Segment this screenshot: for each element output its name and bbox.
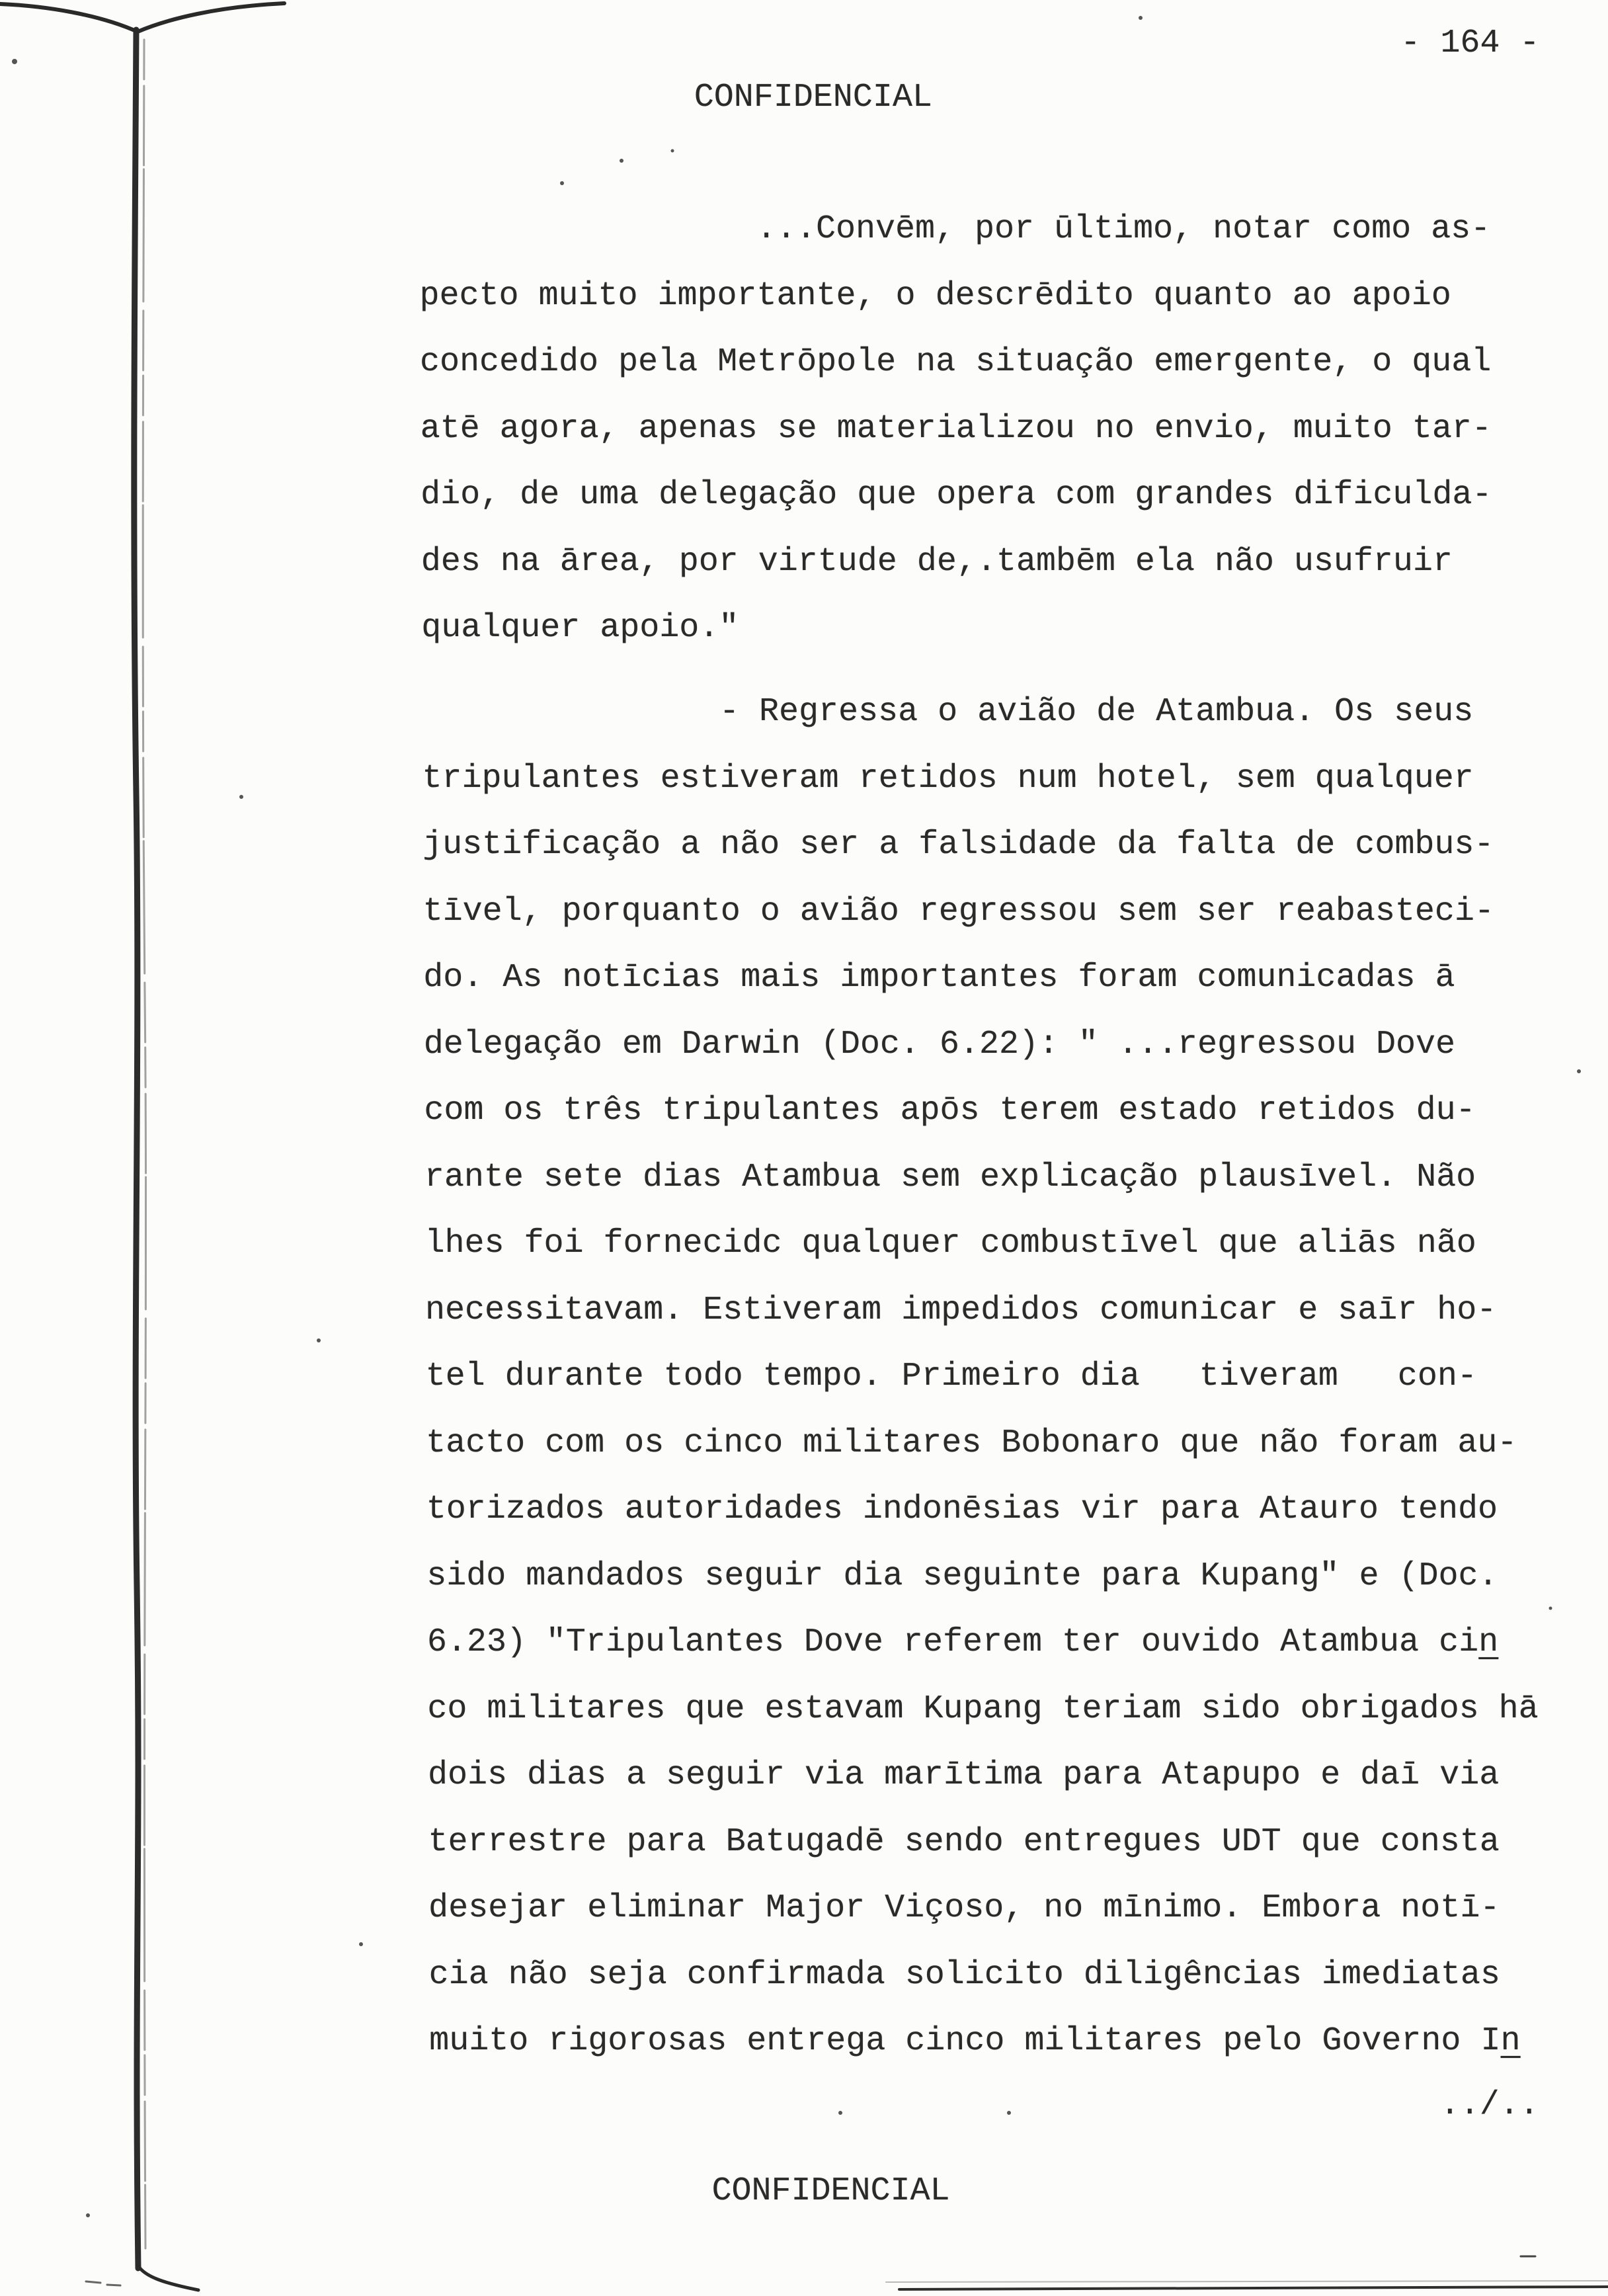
header-classification: CONFIDENCIAL bbox=[694, 79, 933, 116]
line-text: tacto com os cinco militares Bobonaro que não foram au- bbox=[426, 1424, 1517, 1462]
text-line bbox=[424, 1012, 1575, 1079]
line-text: ...Convēm, por ūltimo, notar como as- bbox=[756, 210, 1491, 248]
paragraph bbox=[422, 679, 1580, 2075]
text-line bbox=[422, 879, 1574, 946]
line-text: tel durante todo tempo. Primeiro dia tiveram con- bbox=[425, 1358, 1478, 1395]
line-text: necessitavam. Estiveram impedidos comunicar e saīr ho- bbox=[424, 1291, 1497, 1329]
line-text: do. As notīcias mais importantes foram comunicadas ā bbox=[423, 959, 1455, 997]
paragraph bbox=[419, 196, 1572, 662]
line-text: sido mandados seguir dia seguinte para Kupang" e (Doc. bbox=[426, 1557, 1498, 1595]
line-text: co militares que estavam Kupang teriam sido obrigados hā bbox=[427, 1690, 1539, 1728]
text-line bbox=[419, 196, 1570, 263]
text-line bbox=[429, 2008, 1580, 2075]
line-text: torizados autoridades indonēsias vir para Atauro tendo bbox=[426, 1491, 1498, 1528]
text-line bbox=[428, 1942, 1580, 2009]
line-text: pecto muito importante, o descrēdito quanto ao apoio bbox=[419, 276, 1451, 315]
text-line bbox=[419, 263, 1570, 330]
continuation-mark: ../.. bbox=[1439, 2086, 1539, 2124]
text-line bbox=[427, 1676, 1578, 1743]
text-line bbox=[428, 1742, 1579, 1809]
line-text: tripulantes estiveram retidos num hotel, sem qualquer bbox=[422, 759, 1474, 798]
line-text: dois dias a seguir via marītima para Atapupo e daī via bbox=[427, 1756, 1500, 1794]
text-line bbox=[422, 746, 1573, 813]
text-line bbox=[425, 1344, 1576, 1411]
line-text: lhes foi fornecidc qualquer combustīvel que aliās não bbox=[424, 1225, 1476, 1262]
text-line bbox=[424, 1078, 1575, 1145]
line-text: concedido pela Metrōpole na situação emergente, o qual bbox=[419, 343, 1492, 381]
text-line bbox=[422, 812, 1574, 879]
line-text: terrestre para Batugadē sendo entregues UDT que consta bbox=[428, 1823, 1500, 1861]
text-line bbox=[421, 462, 1572, 529]
text-line bbox=[424, 1145, 1576, 1211]
line-text: 6.23) "Tripulantes Dove referem ter ouvido Atambua ci bbox=[426, 1623, 1479, 1661]
text-line bbox=[425, 1278, 1576, 1344]
text-line bbox=[426, 1411, 1577, 1477]
text-line bbox=[427, 1610, 1578, 1676]
text-line bbox=[421, 595, 1572, 662]
text-line bbox=[426, 1477, 1577, 1543]
text-line bbox=[422, 679, 1573, 746]
line-text: des na ārea, por virtude de,.tambēm ela não usufruir bbox=[421, 542, 1453, 581]
text-line bbox=[420, 396, 1571, 463]
text-line bbox=[428, 1809, 1579, 1876]
line-text: atē agora, apenas se materializou no envio, muito tar- bbox=[420, 409, 1492, 448]
line-underlined-text: n bbox=[1478, 1623, 1499, 1661]
line-text: tīvel, porquanto o avião regressou sem ser reabasteci- bbox=[422, 892, 1495, 930]
line-text: delegação em Darwin (Doc. 6.22): " ...regressou Dove bbox=[423, 1025, 1456, 1063]
text-line bbox=[421, 529, 1572, 596]
text-line bbox=[428, 1875, 1580, 1942]
line-text: cia não seja confirmada solicito diligências imediatas bbox=[428, 1955, 1501, 1994]
line-text: muito rigorosas entrega cinco militares pelo Governo I bbox=[429, 2022, 1501, 2060]
text-line bbox=[426, 1543, 1578, 1610]
text-line bbox=[424, 1211, 1576, 1278]
footer-classification: CONFIDENCIAL bbox=[711, 2172, 950, 2210]
line-text: rante sete dias Atambua sem explicação plausīvel. Não bbox=[424, 1158, 1476, 1196]
page-number: - 164 - bbox=[1400, 24, 1540, 62]
line-text: dio, de uma delegação que opera com grandes dificulda- bbox=[421, 476, 1492, 514]
line-text: justificação a não ser a falsidade da falta de combus- bbox=[422, 826, 1494, 864]
line-text: com os três tripulantes apōs terem estado retidos du- bbox=[424, 1092, 1476, 1129]
line-text: desejar eliminar Major Viçoso, no mīnimo. Embora notī- bbox=[428, 1889, 1500, 1927]
line-underlined-text: n bbox=[1500, 2022, 1521, 2060]
line-text: - Regressa o avião de Atambua. Os seus bbox=[719, 693, 1474, 731]
text-line bbox=[423, 945, 1574, 1012]
text-line bbox=[420, 329, 1571, 396]
line-text: qualquer apoio." bbox=[421, 609, 739, 647]
